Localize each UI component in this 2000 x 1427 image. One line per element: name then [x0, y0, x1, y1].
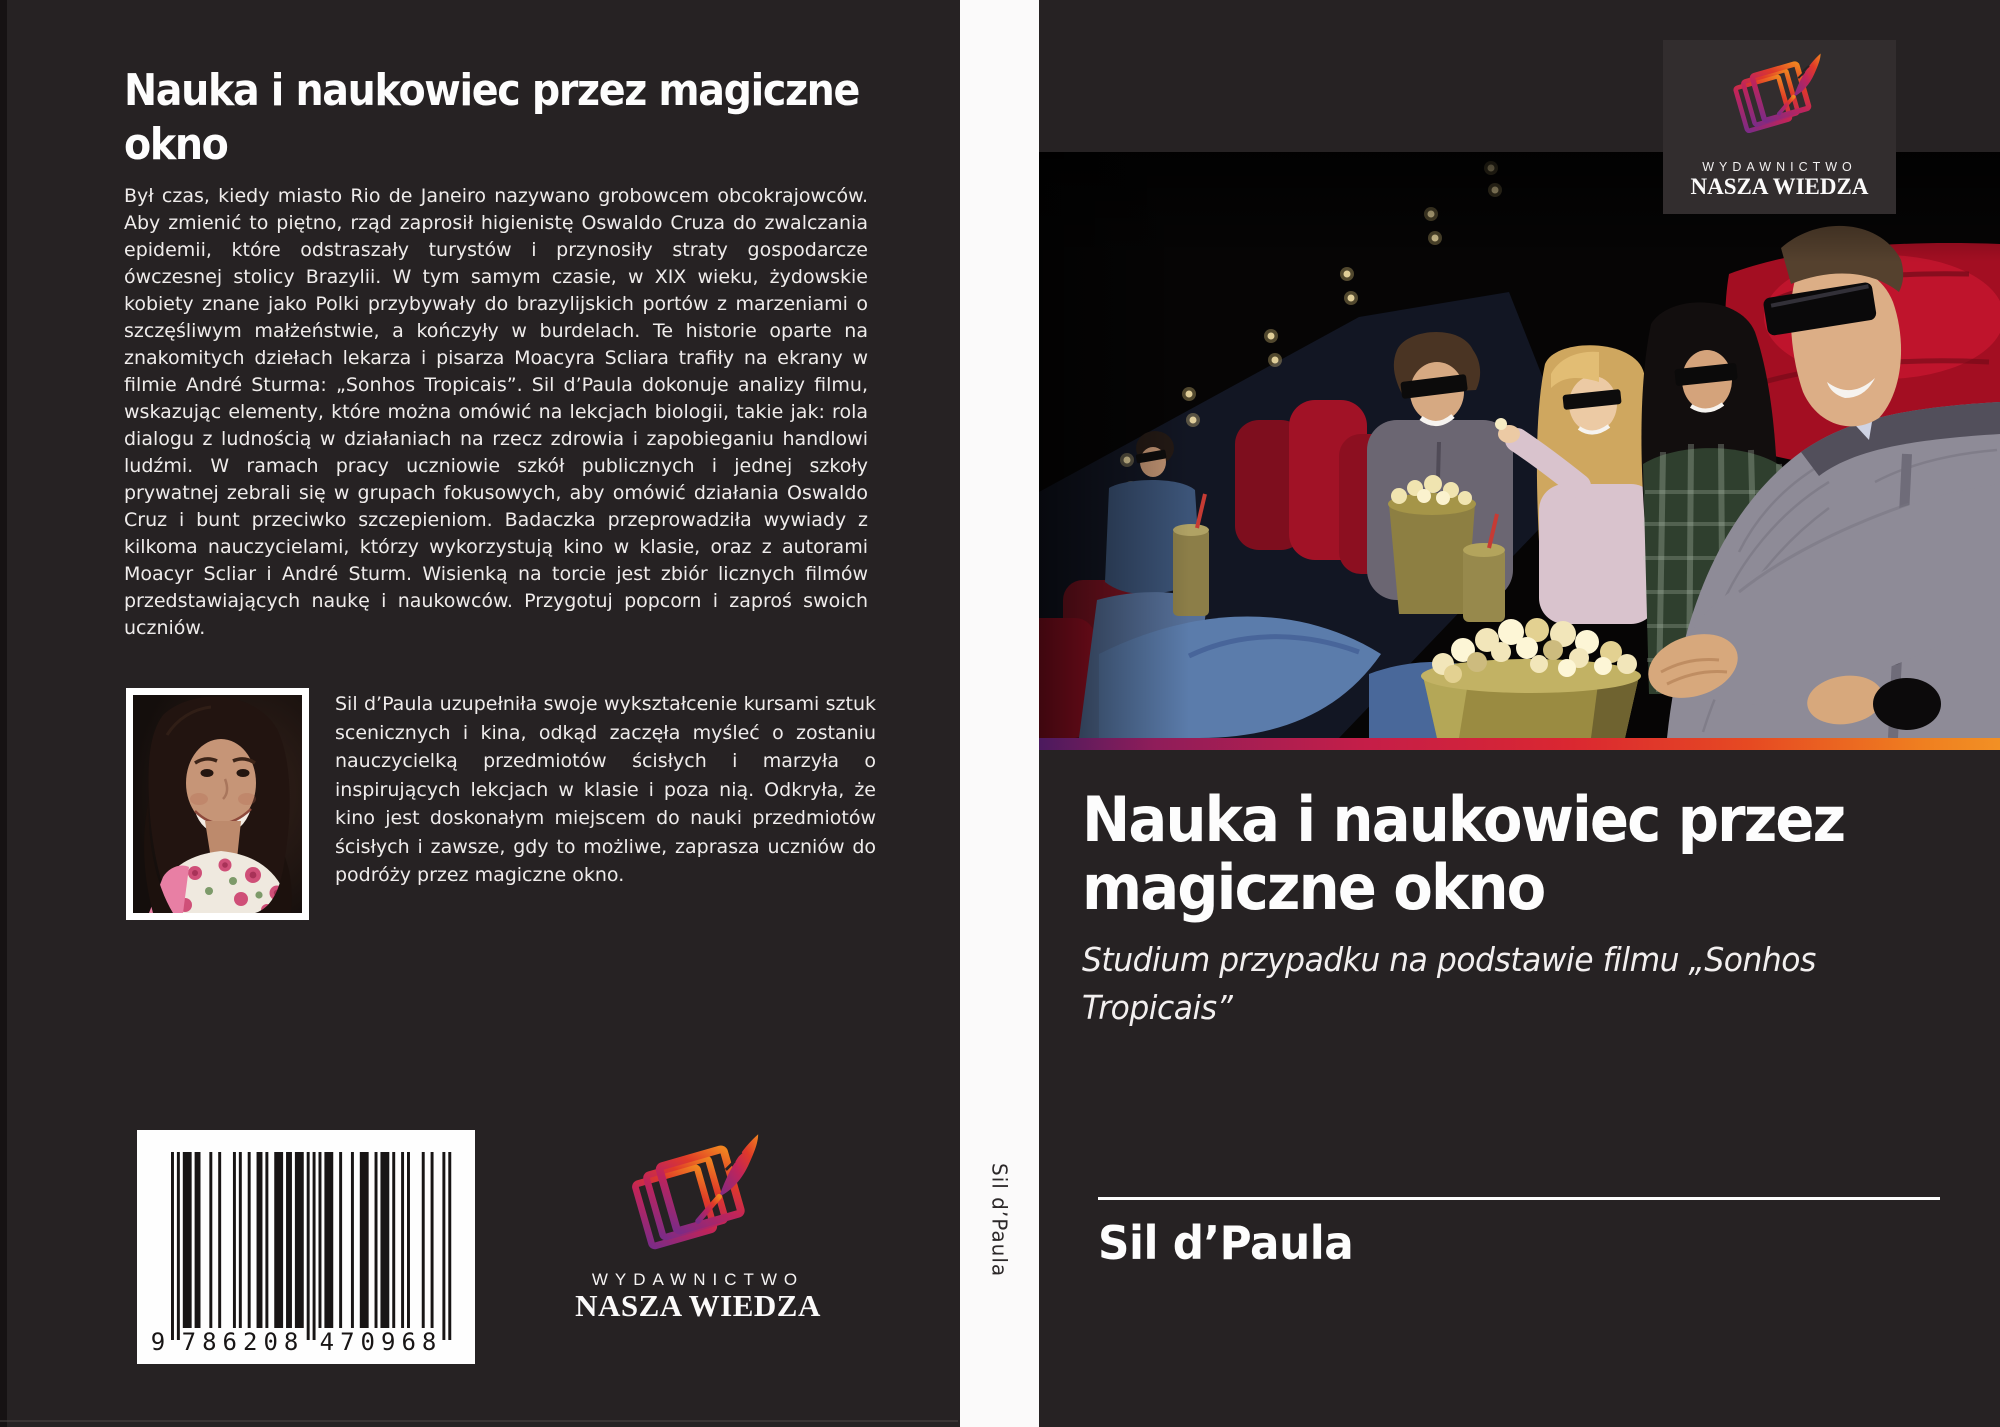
front-title-line2: magiczne okno: [1082, 851, 1545, 924]
front-subtitle-line2: Tropicais”: [1082, 988, 1233, 1027]
back-cover: [0, 0, 960, 1427]
publisher-wordmark-top-front: WYDAWNICTWO: [1702, 160, 1857, 174]
publisher-logo-icon-front: [1725, 52, 1833, 146]
publisher-wordmark-top: WYDAWNICTWO: [591, 1270, 805, 1289]
front-cover: [1039, 0, 2000, 1427]
back-title-line2: okno: [124, 119, 228, 170]
author-photo-image: [133, 695, 302, 913]
author-bio: Sil d’Paula uzupełniła swoje wykształcenie kursami sztuk scenicznych i kina, odkąd zaczęła myśleć o zostaniu nauczycielką przedmiotów ścisłych i marzyła o inspirujących lekcjach w klasie i poza nią. Odkryła, że kino jest doskonałym miejscem do nauki przedmiotów ścisłych i zawsze, gdy to możliwe, zaprasza uczniów do podróży przez magiczne okno.: [335, 693, 876, 886]
back-cover-title: [124, 64, 860, 172]
barcode-digit-lead: 9: [150, 1328, 166, 1356]
barcode-digit-group1: 786208: [181, 1328, 305, 1356]
page-edge-shade-bottom: [0, 1420, 958, 1422]
front-cover-author: Sil d’Paula: [1098, 1216, 1354, 1270]
cover-photo-cinema: [1039, 152, 2000, 738]
back-cover-synopsis: Był czas, kiedy miasto Rio de Janeiro nazywano grobowcem obcokrajowców. Aby zmienić to piętno, rząd zaprosił higienistę Oswaldo Cruza do zwalczania epidemii, które odstraszały turystów i przynosiły straty gospodarcze ówczesnej stolicy Brazylii. W tym samym czasie, w XIX wieku, żydowskie kobiety znane jako Polki przybywały do brazylijskich portów z marzeniami o szczęśliwym małżeństwie, a kończyły w burdelach. Te historie oparte na znakomitych dziełach lekarza i pisarza Moacyra Scliara trafiły na ekrany w filmie André Sturma: „Sonhos Tropicais”. Sil d’Paula dokonuje analizy filmu, wskazując elementy, które można omówić na lekcjach biologii, takie jak: rola dialogu z ludnością w działaniach na rzecz zdrowia i zapobieganiu handlowi ludźmi. W ramach pracy uczniowie szkół publicznych i jednej szkoły prywatnej zebrali się w grupach fokusowych, aby omówić działania Oswaldo Cruz i bunt przeciwko szczepieniom. Badaczka przeprowadziła wywiady z kilkoma nauczycielami, którzy wykorzystują kino w klasie, oraz z autorami Moacyr Scliar i André Sturm. Wisienką na torcie jest zbiór licznych filmów przedstawiających naukę i naukowców. Przygotuj popcorn i zaproś swoich uczniów.: [124, 185, 868, 639]
publisher-logo-icon: [620, 1132, 776, 1268]
publisher-logo-box: [1663, 40, 1896, 214]
author-photo: [126, 688, 309, 920]
spine: [960, 0, 1039, 1427]
back-title-line1: Nauka i naukowiec przez magiczne: [124, 65, 860, 116]
front-subtitle-line1: Studium przypadku na podstawie filmu „Sonhos: [1082, 940, 1816, 979]
author-divider-rule: [1098, 1197, 1940, 1200]
barcode-digit-group2: 470968: [319, 1328, 443, 1356]
front-title-line1: Nauka i naukowiec przez: [1082, 783, 1845, 856]
cup-holder: [1873, 678, 1941, 730]
publisher-wordmark-bottom-front: NASZA WIEDZA: [1690, 174, 1869, 199]
page-edge-shade: [0, 0, 7, 1427]
spine-author: Sil d’Paula: [987, 1163, 1012, 1278]
front-cover-title: [1082, 783, 1938, 924]
accent-gradient-strip: [1039, 738, 2000, 750]
front-cover-subtitle: [1082, 936, 1937, 1032]
barcode: [137, 1130, 475, 1364]
publisher-wordmark-bottom: NASZA WIEDZA: [575, 1288, 821, 1323]
